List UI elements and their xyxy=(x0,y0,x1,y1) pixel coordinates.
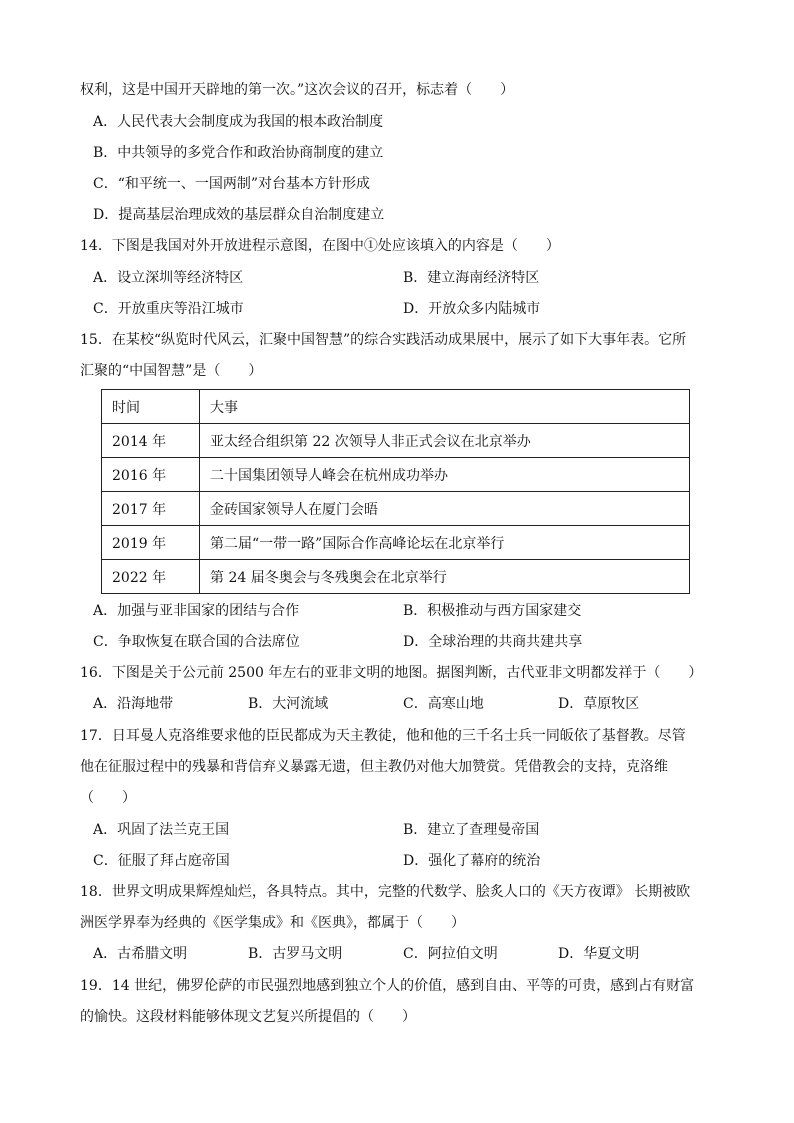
q18-option-b: B．古罗马文明 xyxy=(248,946,343,962)
q13-option-b: B．中共领导的多党合作和政治协商制度的建立 xyxy=(93,145,384,161)
q17-option-d: D．强化了幕府的统治 xyxy=(403,853,541,869)
q18-stem-line-1: 18．世界文明成果辉煌灿烂，各具特点。其中，完整的代数学、脍炙人口的《天方夜谭》 长期被欧 xyxy=(80,884,691,900)
q17-stem-line-1: 17．日耳曼人克洛维要求他的臣民都成为天主教徒，他和他的三千名士兵一同皈依了基督教。尽管 xyxy=(80,728,686,744)
table-cell-event: 金砖国家领导人在厦门会晤 xyxy=(200,492,690,526)
table-cell-event: 第二届“一带一路”国际合作高峰论坛在北京举行 xyxy=(200,526,690,560)
q14-option-d: D．开放众多内陆城市 xyxy=(403,301,541,317)
table-cell-year: 2017 年 xyxy=(102,492,200,526)
q15-option-d: D．全球治理的共商共建共享 xyxy=(403,634,583,650)
q15-stem-line-2: 汇聚的“中国智慧”是（ ） xyxy=(80,363,263,379)
q15-stem-line-1: 15．在某校“纵览时代风云，汇聚中国智慧”的综合实践活动成果展中，展示了如下大事年表。它所 xyxy=(80,332,687,348)
q17-stem-line-2: 他在征服过程中的残暴和背信弃义暴露无遗，但主教仍对他大加赞赏。凭借教会的支持，克洛维 xyxy=(80,759,668,775)
q17-option-b: B．建立了查理曼帝国 xyxy=(403,822,540,838)
q18-option-d: D．华夏文明 xyxy=(558,946,640,962)
q16-option-c: C．高寒山地 xyxy=(403,696,484,712)
q13-option-c: C．“和平统一、一国两制”对台基本方针形成 xyxy=(93,176,371,192)
table-cell-year: 2022 年 xyxy=(102,560,200,594)
table-cell-year: 2016 年 xyxy=(102,458,200,492)
q19-stem-line-1: 19．14 世纪，佛罗伦萨的市民强烈地感到独立个人的价值，感到自由、平等的可贵，感到占有财富 xyxy=(80,978,695,994)
table-row xyxy=(102,492,690,526)
table-header-time: 时间 xyxy=(102,390,200,424)
table-header-row xyxy=(102,390,690,424)
q16-stem: 16．下图是关于公元前 2500 年左右的亚非文明的地图。据图判断，古代亚非文明都发祥于（ ） xyxy=(80,665,703,681)
q17-option-a: A．巩固了法兰克王国 xyxy=(93,822,230,838)
q18-option-c: C．阿拉伯文明 xyxy=(403,946,498,962)
q17-option-c: C．征服了拜占庭帝国 xyxy=(93,853,230,869)
q14-option-a: A．设立深圳等经济特区 xyxy=(93,270,244,286)
q15-option-a: A．加强与亚非国家的团结与合作 xyxy=(93,603,300,619)
q13-stem-tail: 权利，这是中国开天辟地的第一次。”这次会议的召开，标志着（ ） xyxy=(80,82,515,98)
q14-stem: 14．下图是我国对外开放进程示意图，在图中①处应该填入的内容是（ ） xyxy=(80,238,560,254)
table-row xyxy=(102,424,690,458)
table-cell-event: 第 24 届冬奥会与冬残奥会在北京举行 xyxy=(200,560,690,594)
table-cell-year: 2014 年 xyxy=(102,424,200,458)
q16-option-a: A．沿海地带 xyxy=(93,696,174,712)
q13-option-a: A．人民代表大会制度成为我国的根本政治制度 xyxy=(93,114,384,130)
table-cell-event: 亚太经合组织第 22 次领导人非正式会议在北京举办 xyxy=(200,424,690,458)
q15-option-b: B．积极推动与西方国家建交 xyxy=(403,603,582,619)
q13-option-d: D．提高基层治理成效的基层群众自治制度建立 xyxy=(93,207,385,223)
q16-option-d: D．草原牧区 xyxy=(558,696,640,712)
events-table xyxy=(101,389,690,594)
q14-option-c: C．开放重庆等沿江城市 xyxy=(93,301,244,317)
table-row xyxy=(102,560,690,594)
q18-stem-line-2: 洲医学界奉为经典的《医学集成》和《医典》，都属于（ ） xyxy=(80,915,465,931)
table-row xyxy=(102,458,690,492)
table-row xyxy=(102,526,690,560)
table-header-event: 大事 xyxy=(200,390,690,424)
q16-option-b: B．大河流域 xyxy=(248,696,329,712)
q19-stem-line-2: 的愉快。这段材料能够体现文艺复兴所提倡的（ ） xyxy=(80,1009,416,1025)
q15-option-c: C．争取恢复在联合国的合法席位 xyxy=(93,634,300,650)
table-cell-event: 二十国集团领导人峰会在杭州成功举办 xyxy=(200,458,690,492)
q14-option-b: B．建立海南经济特区 xyxy=(403,270,540,286)
q18-option-a: A．古希腊文明 xyxy=(93,946,188,962)
q17-stem-line-3: （ ） xyxy=(80,790,136,806)
table-cell-year: 2019 年 xyxy=(102,526,200,560)
